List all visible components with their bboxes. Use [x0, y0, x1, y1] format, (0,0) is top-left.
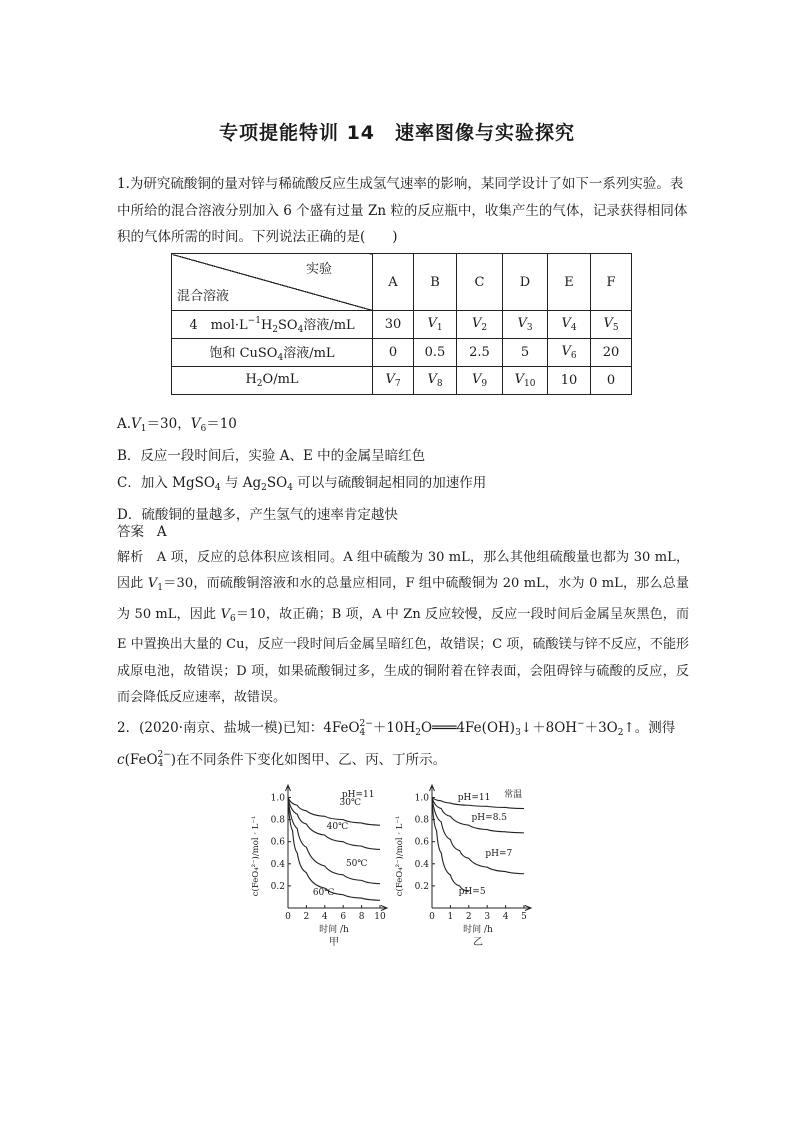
x-tick-label: 6 — [340, 912, 347, 922]
table-cell: 30 — [373, 311, 414, 339]
table-cell: 0 — [373, 339, 414, 367]
option-a: $A.V_1=30$，$V_6=10$ — [117, 416, 237, 434]
y-axis-label: c(FeO₄²⁻)/mol · L⁻¹ — [395, 815, 405, 897]
table-row — [172, 367, 632, 395]
table-cell: $V_4$ — [548, 311, 591, 339]
row-label-h2so4: 4 $mol\cdot L^{-1}H_2SO_4$溶液/mL — [172, 311, 373, 339]
option-c: C．加入 MgSO$_4$ 与 $Ag_2SO_4$ 可以与硫酸铜起相同的加速作用 — [117, 475, 487, 493]
table-row — [172, 339, 632, 367]
series-label: pH=8.5 — [471, 812, 508, 823]
table-cell: $V_6$ — [548, 339, 591, 367]
series-line — [432, 798, 469, 892]
x-tick-label: 4 — [502, 912, 509, 922]
option-d: D．硫酸铜的量越多，产生氢气的速率肯定越快 — [117, 507, 398, 523]
table-cell: $V_2$ — [457, 311, 503, 339]
analysis-paragraph: 解析 A 项，反应的总体积应该相同。A 组中硫酸为 30 mL，那么其他组硫酸量也都为 30 mL，因此 $V_1=30$，而硫酸铜溶液和水的总量应相同，F 组中硫酸铜为 20 mL，水为 0 mL，那么总量为 50 mL，因此 $V_6=10$，故正确；B 项，A 中 Zn 反应较慢，反应一段时间后金属呈灰黑色，而 E 中置换出大量的 Cu，反应一段时间后金属呈暗红色，故错误；C 项，硫酸镁与锌不反应，不能形成原电池，故错误；D 项，如果硫酸铜过多，生成的铜附着在锌表面，会阻碍锌与硫酸的反应，反而会降低反应速率，故错误。 — [117, 550, 690, 706]
table-cell: 5 — [503, 339, 548, 367]
y-tick-label: 0.6 — [270, 837, 285, 848]
x-tick-label: 2 — [465, 912, 472, 922]
column-header: D — [503, 254, 548, 311]
row-label-cuso4: 饱和 CuSO$_4$溶液/mL — [172, 339, 373, 367]
series-label: 30℃ — [339, 797, 362, 808]
x-axis-label: 时间 /h — [463, 925, 493, 935]
chart-annotation: 常温 — [504, 790, 523, 801]
table-cell: 0.5 — [414, 339, 457, 367]
series-label: 60℃ — [312, 888, 335, 899]
answer-options — [117, 411, 486, 529]
chart-yi — [392, 770, 542, 955]
chart-caption: 乙 — [473, 937, 483, 948]
table-cell: $V_1$ — [414, 311, 457, 339]
table-diagonal-header — [172, 254, 373, 311]
series-line — [288, 798, 380, 901]
series-label: pH=5 — [458, 887, 486, 898]
table-cell: $V_3$ — [503, 311, 548, 339]
header-mixture: 混合溶液 — [177, 289, 230, 304]
series-label: pH=7 — [485, 848, 513, 859]
table-cell: 0 — [591, 367, 632, 395]
analysis-label: 解析 — [117, 550, 144, 565]
question-2-line-1: 2．(2020·南京、盐城一模)已知：4FeO 2− 4 $+10H_2O═══4Fe(OH)_3↓+8OH^-+3O_2↑$。测得 — [117, 718, 676, 738]
column-header: B — [414, 254, 457, 311]
x-axis-label: 时间 /h — [319, 925, 349, 935]
experiment-table — [171, 253, 632, 395]
y-tick-label: 0.6 — [414, 837, 429, 848]
x-tick-label: 3 — [484, 912, 491, 922]
series-label: 40℃ — [326, 822, 349, 833]
y-tick-label: 1.0 — [414, 793, 429, 804]
table-cell: $V_7$ — [373, 367, 414, 395]
page-title: 专项提能特训 14 速率图像与实验探究 — [218, 122, 576, 144]
table-row — [172, 311, 632, 339]
option-b: B．反应一段时间后，实验 A、E 中的金属呈暗红色 — [117, 448, 426, 464]
table-cell: 20 — [591, 339, 632, 367]
y-tick-label: 0.4 — [270, 859, 285, 870]
y-tick-label: 1.0 — [270, 793, 285, 804]
chart-annotation: pH=11 — [341, 790, 375, 801]
question-2-stem — [117, 711, 697, 773]
y-axis-label: c(FeO₄²⁻)/mol · L⁻¹ — [251, 815, 261, 897]
row-label-water: $H_2O/mL$ — [172, 367, 373, 395]
table-cell: 2.5 — [457, 339, 503, 367]
y-tick-label: 0.2 — [414, 881, 429, 892]
x-tick-label: 10 — [374, 912, 386, 922]
column-header: F — [591, 254, 632, 311]
series-label: pH=11 — [457, 793, 491, 804]
table-cell: $V_5$ — [591, 311, 632, 339]
x-tick-label: 8 — [358, 912, 365, 922]
column-header: A — [373, 254, 414, 311]
table-cell: $V_8$ — [414, 367, 457, 395]
table-cell: $V_{10}$ — [503, 367, 548, 395]
y-tick-label: 0.8 — [270, 815, 285, 826]
answer-line — [117, 519, 167, 546]
table-cell: 10 — [548, 367, 591, 395]
column-header: E — [548, 254, 591, 311]
x-tick-label: 0 — [285, 912, 291, 922]
table-cell: $V_9$ — [457, 367, 503, 395]
column-header: C — [457, 254, 503, 311]
x-tick-label: 0 — [429, 912, 435, 922]
x-tick-label: 4 — [321, 912, 328, 922]
chart-caption: 甲 — [329, 937, 339, 948]
answer-value: A — [156, 524, 167, 540]
chart-jia — [248, 770, 398, 955]
header-experiment: 实验 — [305, 262, 332, 277]
y-tick-label: 0.2 — [270, 881, 285, 892]
answer-label: 答案 — [117, 524, 144, 540]
x-tick-label: 5 — [521, 912, 527, 922]
series-line — [432, 798, 524, 874]
y-tick-label: 0.4 — [414, 859, 429, 870]
question-1-stem: 1.为研究硫酸铜的量对锌与稀硫酸反应生成氢气速率的影响，某同学设计了如下一系列实验。表中所给的混合溶液分别加入 6 个盛有过量 Zn 粒的反应瓶中，收集产生的气体，记录获得相同体积的气体所需的时间。下列说法正确的是( ) — [117, 176, 688, 245]
y-tick-label: 0.8 — [414, 815, 429, 826]
series-label: 50℃ — [345, 859, 368, 870]
x-tick-label: 2 — [303, 912, 310, 922]
x-tick-label: 1 — [447, 912, 454, 922]
question-2-line-2: c(FeO 2− 4 )在不同条件下变化如图甲、乙、丙、丁所示。 — [117, 750, 447, 769]
